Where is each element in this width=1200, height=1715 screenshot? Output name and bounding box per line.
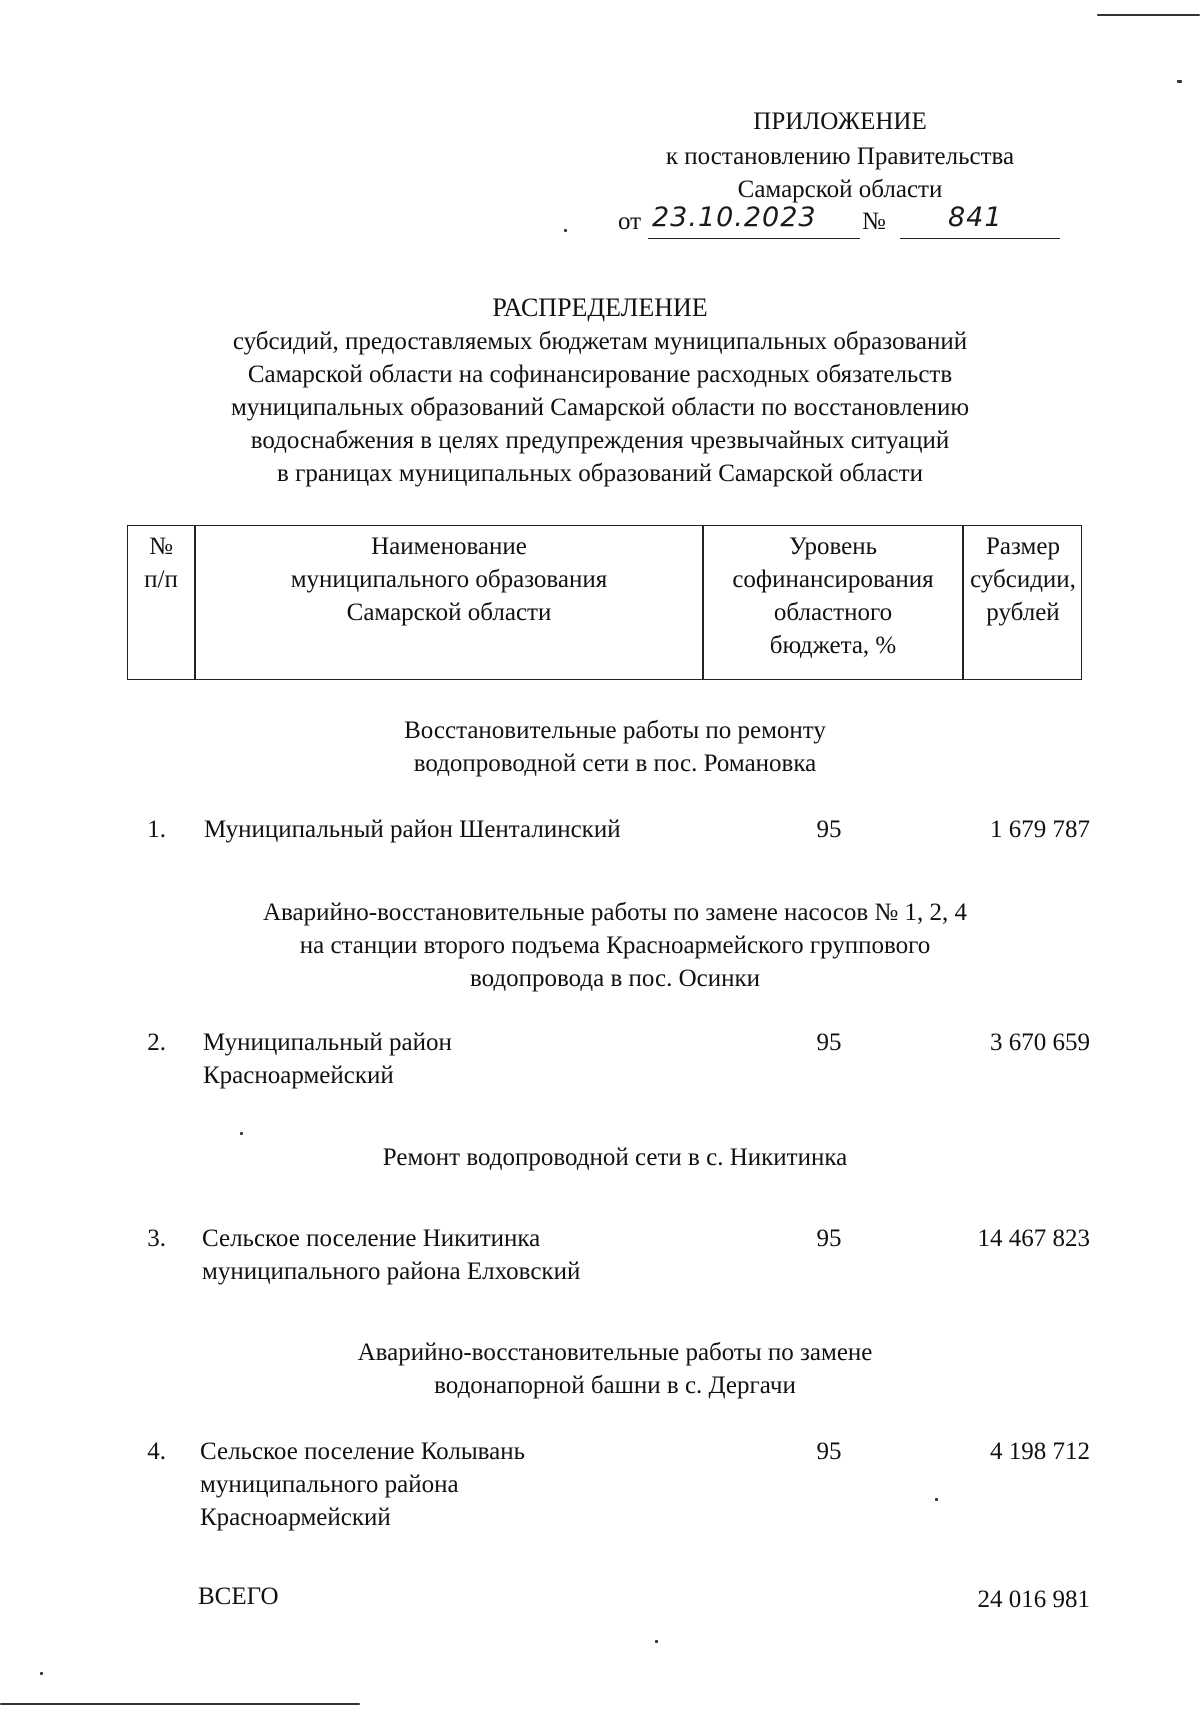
scan-edge-mark (1097, 14, 1200, 16)
appendix-line-1: к постановлению Правительства (665, 143, 1015, 170)
header-name-line: Наименование (371, 533, 527, 560)
appendix-line-2: Самарской области (737, 176, 943, 203)
table-header (127, 525, 1082, 680)
row-name: Сельское поселение Колывань (200, 1438, 525, 1465)
row-name: Сельское поселение Никитинка (202, 1225, 541, 1252)
header-amount-line: субсидии, (970, 566, 1076, 593)
document-title: РАСПРЕДЕЛЕНИЕ (492, 293, 708, 322)
header-number-line: № (149, 533, 173, 560)
row-amount: 3 670 659 (990, 1029, 1090, 1056)
title-line-1: субсидий, предоставляемых бюджетам муниципальных образований (232, 328, 968, 355)
row-amount: 1 679 787 (990, 816, 1090, 843)
section-heading-4-line-2: водонапорной башни в с. Дергачи (434, 1372, 796, 1399)
title-line-5: в границах муниципальных образований Самарской области (277, 460, 923, 487)
section-heading-2-line-2: на станции второго подъема Красноармейского группового (299, 932, 931, 959)
appendix-title: ПРИЛОЖЕНИЕ (753, 108, 927, 135)
date-underline (648, 238, 860, 239)
row-number: 1. (147, 816, 166, 843)
handwritten-date: 23.10.2023 (652, 202, 817, 233)
date-prefix: от (618, 208, 642, 235)
header-level-line: бюджета, % (769, 632, 897, 659)
header-name-line: муниципального образования (290, 566, 608, 593)
number-underline (900, 238, 1060, 239)
section-heading-1-line-1: Восстановительные работы по ремонту (404, 717, 826, 744)
header-amount-line: рублей (986, 599, 1060, 626)
row-name: муниципального района (200, 1471, 459, 1498)
scan-speck (655, 1640, 658, 1643)
row-number: 3. (147, 1225, 166, 1252)
scan-edge-mark (0, 1703, 360, 1705)
row-name: Красноармейский (200, 1504, 391, 1531)
row-name: Муниципальный район Шенталинский (204, 816, 621, 843)
row-number: 4. (147, 1438, 166, 1465)
header-name (196, 530, 702, 629)
total-label: ВСЕГО (198, 1583, 279, 1610)
row-level: 95 (816, 1029, 842, 1056)
row-level: 95 (816, 1438, 842, 1465)
title-line-2: Самарской области на софинансирование расходных обязательств (247, 361, 953, 388)
scan-speck (935, 1498, 938, 1501)
section-heading-2-line-3: водопровода в пос. Осинки (469, 965, 761, 992)
section-heading-3-line-1: Ремонт водопроводной сети в с. Никитинка (382, 1144, 848, 1171)
total-amount: 24 016 981 (977, 1586, 1090, 1613)
header-number-line: п/п (144, 566, 178, 593)
row-level: 95 (816, 1225, 842, 1252)
scan-speck (240, 1132, 243, 1135)
row-name: Красноармейский (203, 1062, 394, 1089)
header-level-line: софинансирования (732, 566, 934, 593)
row-amount: 4 198 712 (990, 1438, 1090, 1465)
title-line-4: водоснабжения в целях предупреждения чрезвычайных ситуаций (250, 427, 950, 454)
header-amount (964, 530, 1082, 629)
row-name: муниципального района Елховский (202, 1258, 581, 1285)
section-heading-1-line-2: водопроводной сети в пос. Романовка (413, 750, 817, 777)
row-name: Муниципальный район (203, 1029, 452, 1056)
header-level-line: областного (773, 599, 893, 626)
header-amount-line: Размер (986, 533, 1060, 560)
title-line-3: муниципальных образований Самарской области по восстановлению (230, 394, 970, 421)
header-name-line: Самарской области (346, 599, 552, 626)
section-heading-4-line-1: Аварийно-восстановительные работы по замене (357, 1339, 873, 1366)
number-prefix: № (862, 208, 886, 235)
row-number: 2. (147, 1029, 166, 1056)
scan-speck (564, 229, 567, 232)
header-level (704, 530, 962, 662)
scan-speck (1177, 80, 1182, 83)
handwritten-number: 841 (948, 202, 1003, 233)
row-level: 95 (816, 816, 842, 843)
header-level-line: Уровень (788, 533, 878, 560)
header-number (128, 530, 194, 596)
scan-speck (40, 1672, 43, 1675)
section-heading-2-line-1: Аварийно-восстановительные работы по замене насосов № 1, 2, 4 (263, 899, 967, 926)
row-amount: 14 467 823 (977, 1225, 1090, 1252)
